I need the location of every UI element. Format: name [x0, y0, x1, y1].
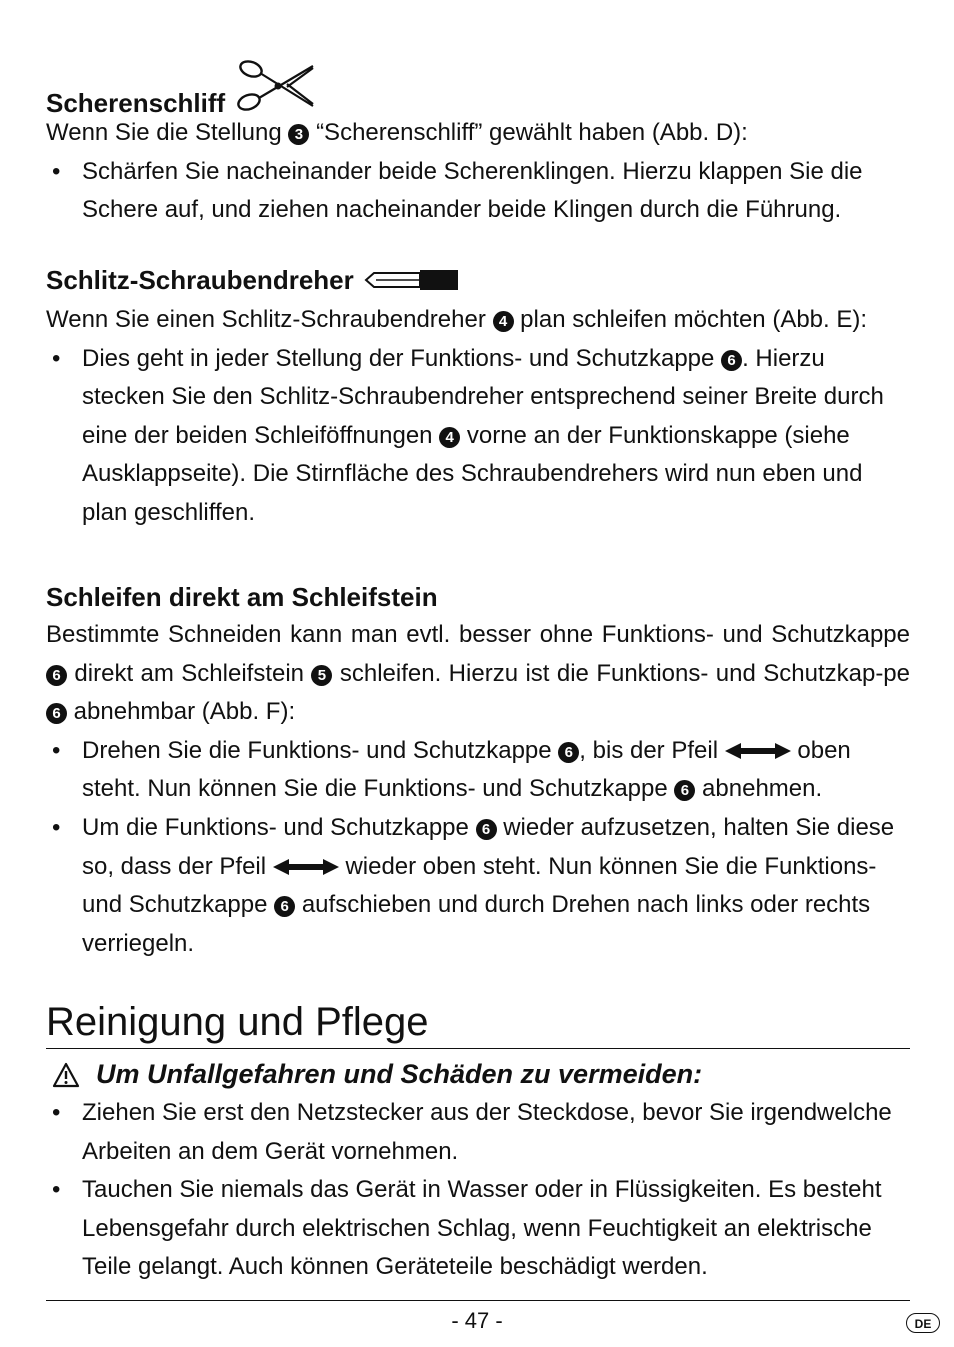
paragraph: Wenn Sie einen Schlitz-Schraubendreher 4 plan schleifen möchten (Abb. E):	[46, 306, 868, 333]
double-arrow-icon	[725, 743, 791, 759]
divider	[46, 1048, 910, 1049]
number-badge: 6	[46, 703, 67, 724]
list-item: • Ziehen Sie erst den Netzstecker aus der Steckdose, bevor Sie irgendwelche Arbeiten an dem Gerät vornehmen.	[52, 1099, 892, 1165]
section-schlitz-schraubendreher	[46, 265, 910, 533]
section-reinigung	[46, 998, 910, 1287]
number-badge: 6	[558, 742, 579, 763]
paragraph: Wenn Sie die Stellung 3 “Scherenschliff” gewählt haben (Abb. D):	[46, 119, 748, 146]
footer-divider	[46, 1300, 910, 1301]
screwdriver-icon	[364, 269, 460, 291]
section-heading: Schleifen direkt am Schleifstein	[46, 582, 438, 612]
list-item: • Tauchen Sie niemals das Gerät in Wasser oder in Flüssigkeiten. Es besteht Lebensgefahr durch elektrischen Schlag, wenn Feuchtigkeit an elektrische Teile gelangt. Auch können Geräteteile beschädigt werden.	[52, 1176, 882, 1281]
number-badge: 4	[439, 427, 460, 448]
number-badge: 6	[721, 350, 742, 371]
paragraph: Bestimmte Schneiden kann man evtl. besser ohne Funktions- und Schutzkappe 6 direkt am Schleifstein 5 schleifen. Hierzu ist die Funktions- und Schutzkap-pe 6 abnehmbar (Abb. F):	[46, 621, 911, 726]
number-badge: 6	[46, 665, 67, 686]
number-badge: 4	[493, 311, 514, 332]
page-number: - 47 -	[451, 1308, 503, 1333]
chapter-title: Reinigung und Pflege	[46, 1000, 429, 1044]
double-arrow-icon	[273, 859, 339, 875]
number-badge: 6	[476, 819, 497, 840]
section-heading: Scherenschliff	[46, 52, 910, 118]
list-item: • Drehen Sie die Funktions- und Schutzkappe 6 , bis der Pfeil oben steht. Nun können Sie die Funktions- und Schutzkappe 6 abnehmen.	[52, 736, 851, 803]
section-heading: Schlitz-Schraubendreher	[46, 265, 910, 295]
section-schleifen-direkt	[46, 582, 910, 963]
list-item: • Dies geht in jeder Stellung der Funktions- und Schutzkappe 6 . Hierzu stecken Sie den Schlitz-Schraubendreher entsprechend seiner Breite durch eine der beiden Schleiföffnungen 4 vorne an der Funktionskappe (siehe Ausklappseite). Die Stirnfläche des Schraubendrehers wird nun eben und plan geschliffen.	[52, 344, 884, 526]
language-badge: DE	[906, 1313, 940, 1333]
list-item: • Um die Funktions- und Schutzkappe 6 wieder aufzusetzen, halten Sie diese so, dass der Pfeil wieder oben steht. Nun können Sie die Funktions- und Schutzkappe 6 aufschieben und durch Drehen nach links oder rechts verriegeln.	[52, 813, 895, 957]
number-badge: 3	[288, 124, 309, 145]
warning-heading: Um Unfallgefahren und Schäden zu vermeiden:	[46, 1059, 910, 1090]
number-badge: 6	[274, 896, 295, 917]
warning-triangle-icon	[52, 1062, 80, 1088]
number-badge: 6	[674, 780, 695, 801]
scissors-icon	[235, 56, 317, 114]
number-badge: 5	[311, 665, 332, 686]
section-scherenschliff	[46, 52, 910, 230]
list-item: • Schärfen Sie nacheinander beide Scherenklingen. Hierzu klappen Sie die Schere auf, und ziehen nacheinander beide Klingen durch die Führung.	[52, 157, 863, 224]
